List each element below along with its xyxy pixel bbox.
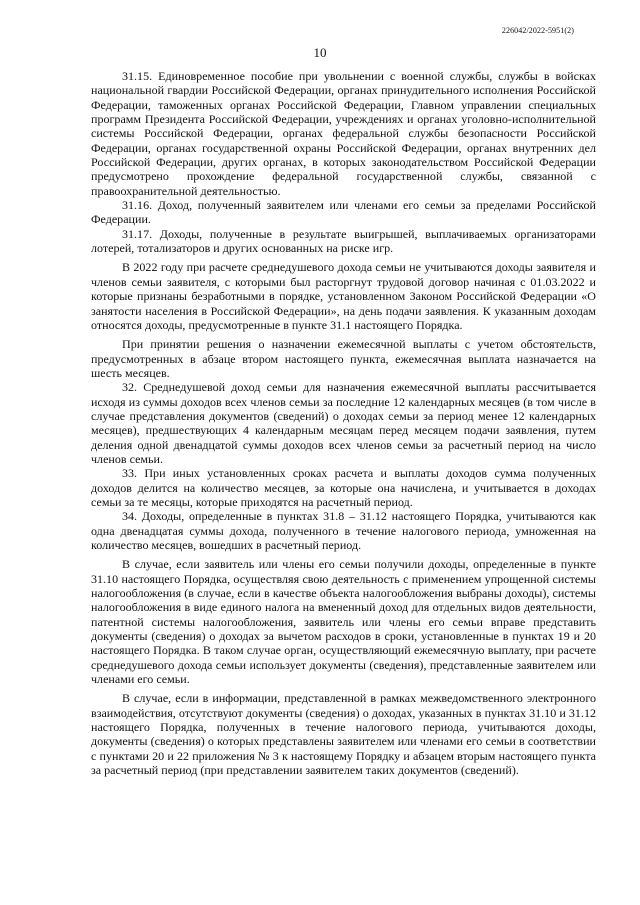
paragraph-31-16: 31.16. Доход, полученный заявителем или членами его семьи за пределами Российской Федерации. <box>91 198 596 227</box>
paragraph-2022-exclusion: В 2022 году при расчете среднедушевого дохода семьи не учитываются доходы заявителя и членов семьи заявителя, с которыми был расторгнут трудовой договор начиная с 01.03.2022 и которые признаны безработными в порядке, установленном Законом Российской Федерации «О занятости населения в Российской Федерации», на день подачи заявления. К указанным доходам относятся доходы, предусмотренные в пункте 31.1 настоящего Порядка. <box>91 260 596 332</box>
paragraph-34: 34. Доходы, определенные в пунктах 31.8 – 31.12 настоящего Порядка, учитываются как одна двенадцатая суммы дохода, полученного в течение налогового периода, умноженная на количество месяцев, вошедших в расчетный период. <box>91 509 596 552</box>
paragraph-31-17: 31.17. Доходы, полученные в результате выигрышей, выплачиваемых организаторами лотерей, тотализаторов и других основанных на риске игр. <box>91 226 596 256</box>
paragraph-simplified-tax: В случае, если заявитель или члены его семьи получили доходы, определенные в пункте 31.10 настоящего Порядка, осуществляя свою деятельность с применением упрощенной системы налогообложения (в случае, если в качестве объекта налогообложения выбраны доходы), системы налогообложения в виде единого налога на вмененный доход для отдельных видов деятельности, патентной системы налогообложения, заявитель или члены его семьи вправе представить документы (сведения) о доходах за вычетом расходов в сроки, установленные в пунктах 19 и 20 настоящего Порядка. В таком случае орган, осуществляющий ежемесячную выплату, при расчете среднедушевого дохода семьи использует документы (сведения), представленные заявителем или членами его семьи. <box>91 557 596 687</box>
paragraph-33: 33. При иных установленных сроках расчета и выплаты доходов сумма полученных доходов делится на количество месяцев, за которые она начислена, и учитывается в доходах семьи за те месяцы, которые приходятся на расчетный период. <box>91 466 596 509</box>
document-number: 226042/2022-5951(2) <box>501 26 574 35</box>
page-number: 10 <box>313 45 327 60</box>
paragraph-interagency: В случае, если в информации, представленной в рамках межведомственного электронного взаимодействия, отсутствуют документы (сведения) о доходах, указанных в пунктах 31.10 и 31.12 настоящего Порядка, полученных в течение налогового периода, учитываются доходы, документы (сведения) о которых представлены заявителем или членами его семьи в соответствии с пунктами 20 и 22 приложения № 3 к настоящему Порядку и абзацем вторым настоящего пункта за расчетный период (при представлении заявителем таких документов (сведений). <box>91 691 596 778</box>
paragraph-31-15: 31.15. Единовременное пособие при увольнении с военной службы, службы в войсках национальной гвардии Российской Федерации, органах принудительного исполнения Российской Федерации, таможенных органах Российской Федерации, Главном управлении специальных программ Президента Российской Федерации, учреждениях и органах уголовно-исполнительной системы Российской Федерации, органах федеральной службы безопасности Российской Федерации, органах государственной охраны Российской Федерации, органах внутренних дел Российской Федерации, других органах, в которых законодательством Российской Федерации предусмотрено прохождение федеральной государственной службы, связанной с правоохранительной деятельностью. <box>91 69 596 198</box>
paragraph-six-months: При принятии решения о назначении ежемесячной выплаты с учетом обстоятельств, предусмотренных в абзаце втором настоящего пункта, ежемесячная выплата назначается на шесть месяцев. <box>91 337 596 380</box>
document-body <box>91 69 596 778</box>
paragraph-32: 32. Среднедушевой доход семьи для назначения ежемесячной выплаты рассчитывается исходя из суммы доходов всех членов семьи за последние 12 календарных месяцев (в том числе в случае представления документов (сведений) о доходах семьи за период менее 12 календарных месяцев), предшествующих 4 календарным месяцам перед месяцем подачи заявления, путем деления одной двенадцатой суммы доходов всех членов семьи за расчетный период на число членов семьи. <box>91 380 596 466</box>
